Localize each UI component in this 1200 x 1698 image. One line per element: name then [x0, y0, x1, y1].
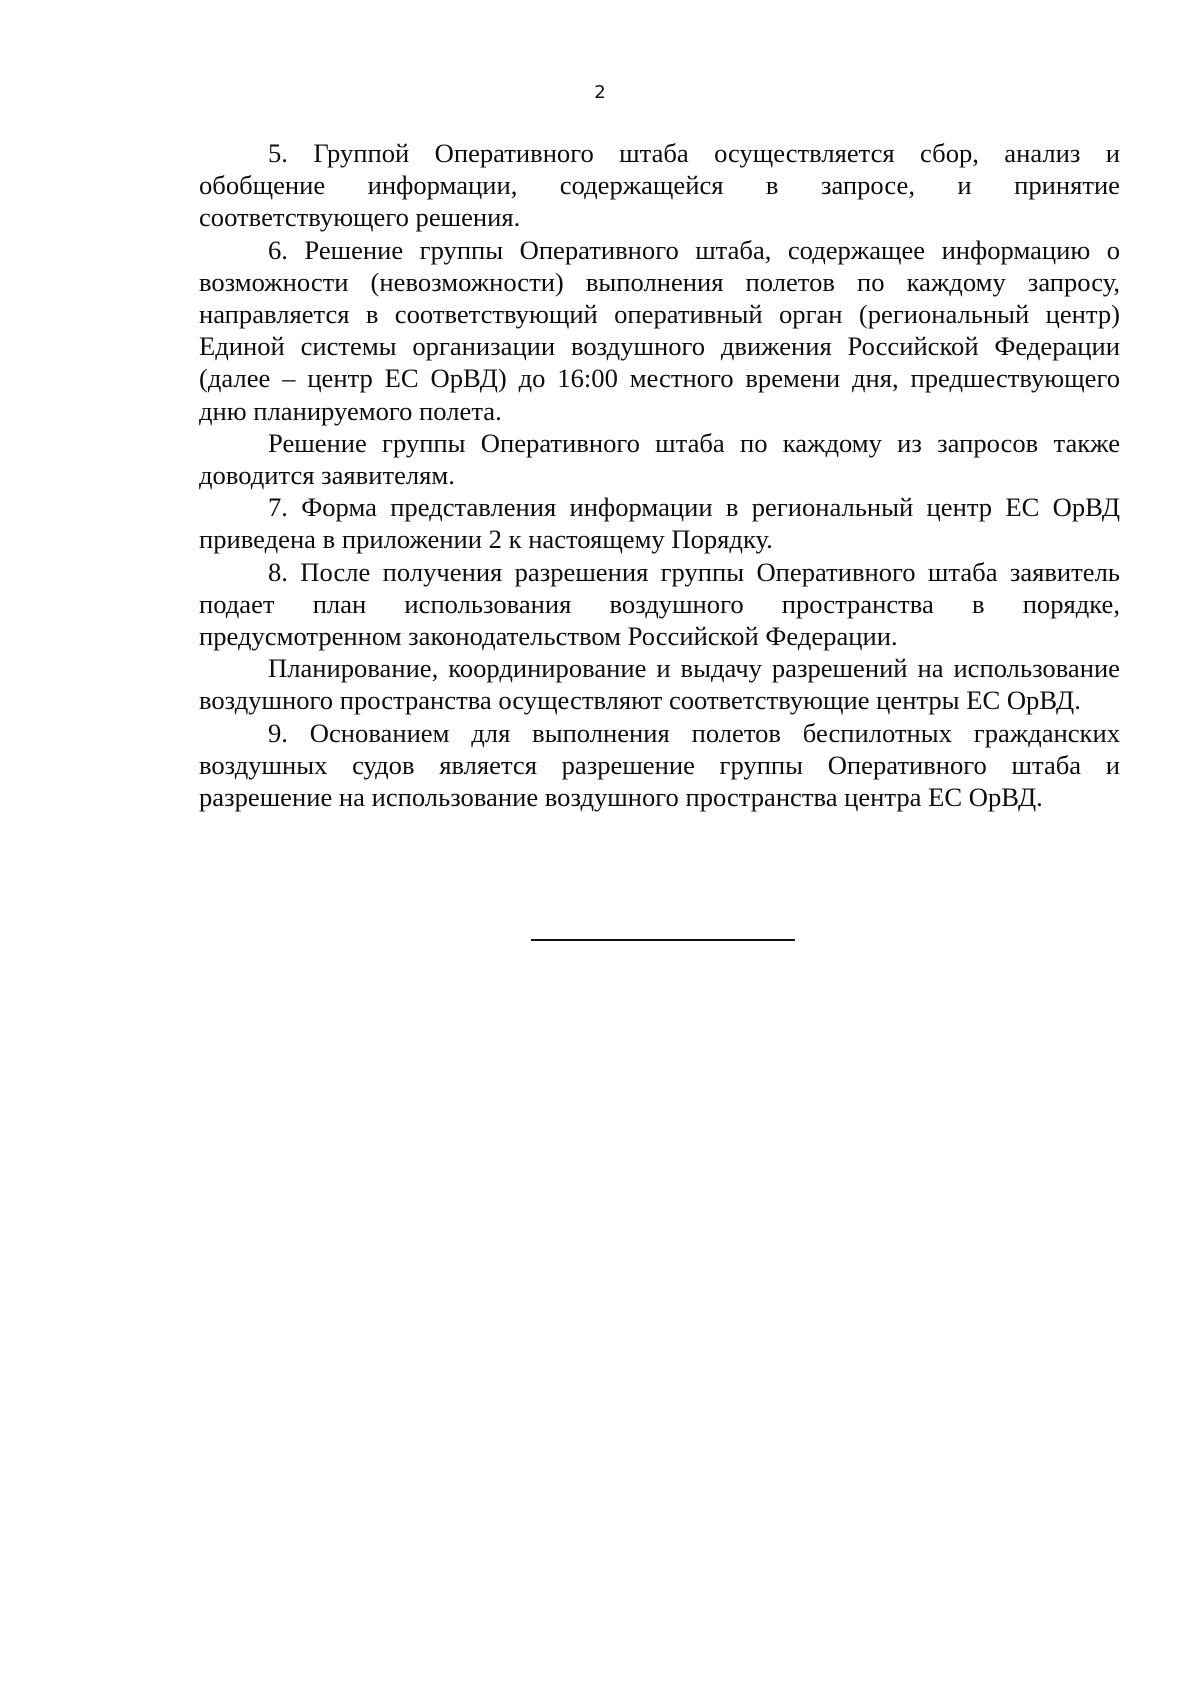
closing-divider — [531, 939, 795, 941]
paragraph-5: 5. Группой Оперативного штаба осуществляется сбор, анализ и обобщение информации, содержащейся в запросе, и принятие соответствующего решения. — [199, 138, 1120, 233]
paragraph-8-note: Планирование, координирование и выдачу разрешений на использование воздушного пространства осуществляют соответствующие центры ЕС ОрВД. — [199, 653, 1120, 716]
paragraph-9: 9. Основанием для выполнения полетов беспилотных гражданских воздушных судов является разрешение группы Оперативного штаба и разрешение на использование воздушного пространства центра ЕС ОрВД. — [199, 717, 1120, 813]
paragraph-6-note: Решение группы Оперативного штаба по каждому из запросов также доводится заявителям. — [199, 427, 1120, 491]
paragraph-8: 8. После получения разрешения группы Оперативного штаба заявитель подает план использования воздушного пространства в порядке, предусмотренном законодательством Российской Федерации. — [199, 556, 1120, 652]
paragraph-7: 7. Форма представления информации в региональный центр ЕС ОрВД приведена в приложении 2 к настоящему Порядку. — [199, 492, 1120, 555]
document-body — [199, 137, 1120, 813]
paragraph-6: 6. Решение группы Оперативного штаба, содержащее информацию о возможности (невозможности) выполнения полетов по каждому запросу, направляется в соответствующий оперативный орган (региональный центр) Единой системы организации воздушного движения Российской Федерации (далее – центр ЕС ОрВД) до 16:00 местного времени дня, предшествующего дню планируемого полета. — [199, 234, 1120, 426]
page-number: 2 — [594, 82, 606, 103]
